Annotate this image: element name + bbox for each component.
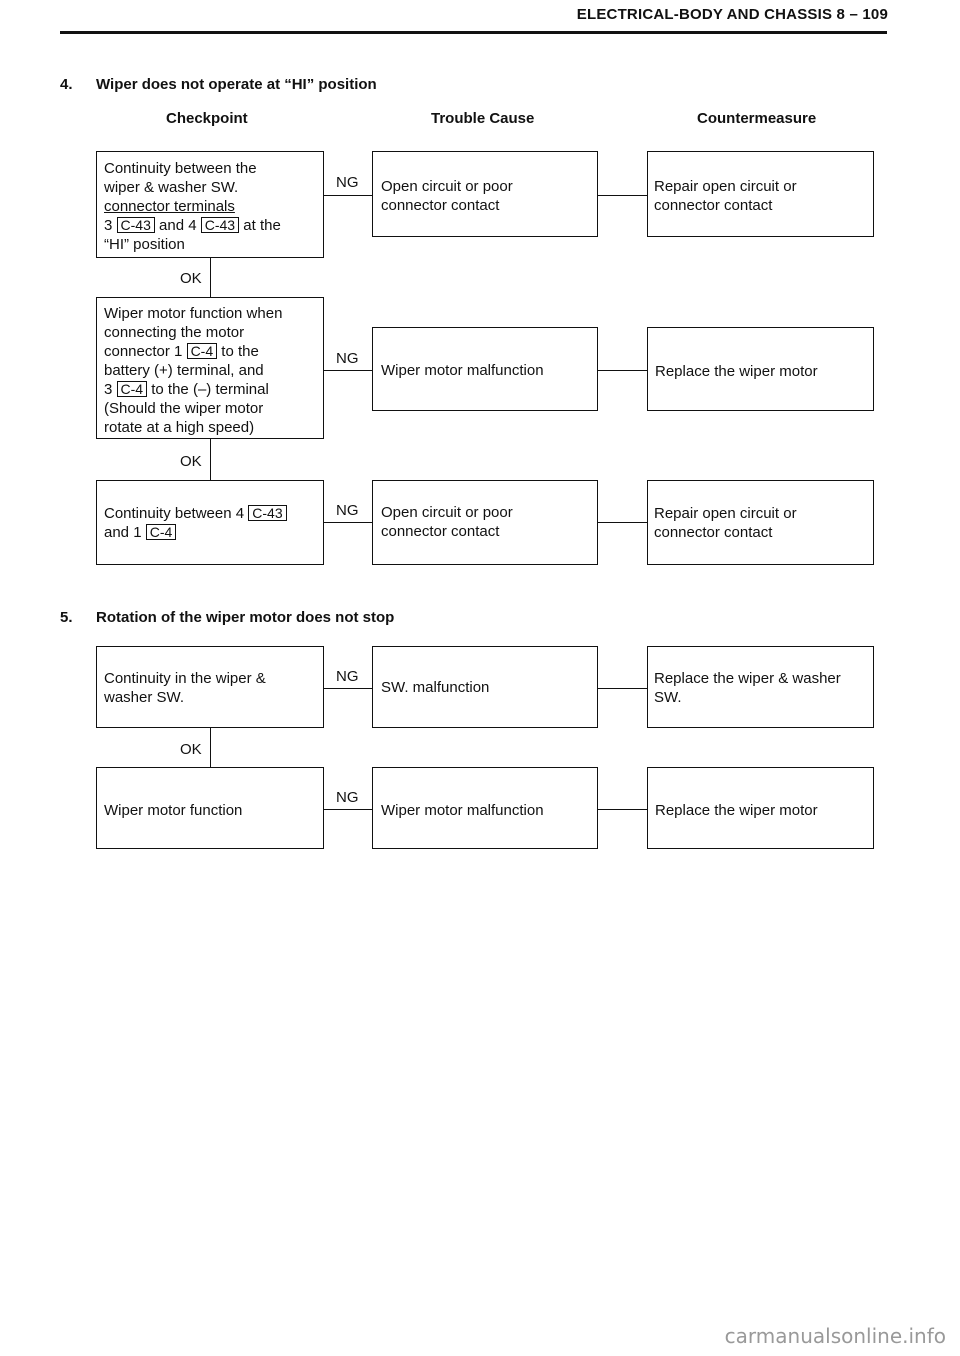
ok-label: OK [180, 741, 202, 758]
section-5-number: 5. [60, 609, 73, 626]
countermeasure-text: Replace the wiper & washer SW. [654, 670, 841, 706]
countermeasure-text: Replace the wiper motor [655, 802, 818, 819]
connector-line [598, 522, 648, 523]
connector-label: C-4 [146, 524, 177, 540]
checkpoint-text: Wiper motor function [104, 802, 243, 819]
header-rule [60, 31, 887, 34]
connector-label: C-43 [248, 505, 286, 521]
cause-text: Wiper motor malfunction [381, 802, 544, 819]
section-4-heading: Wiper does not operate at “HI” position [96, 76, 377, 93]
column-checkpoint: Checkpoint [166, 110, 248, 127]
connector-label: C-4 [117, 381, 148, 397]
connector-line [598, 809, 648, 810]
cause-text: Wiper motor malfunction [381, 362, 544, 379]
connector-line [598, 370, 648, 371]
page-header: ELECTRICAL-BODY AND CHASSIS 8 – 109 [576, 6, 888, 23]
countermeasure-text: Repair open circuit or connector contact [654, 505, 797, 541]
countermeasure-text: Replace the wiper motor [655, 363, 818, 380]
ok-label: OK [180, 453, 202, 470]
connector-label: C-43 [117, 217, 155, 233]
cause-text: Open circuit or poor connector contact [381, 178, 513, 214]
connector-line [598, 688, 648, 689]
connector-label: C-4 [187, 343, 218, 359]
ng-connector-line [324, 370, 373, 371]
section-5-heading: Rotation of the wiper motor does not stop [96, 609, 395, 626]
cause-text: Open circuit or poor connector contact [381, 504, 513, 540]
ok-flow-line [210, 258, 211, 298]
ng-label: NG [336, 174, 359, 191]
ng-label: NG [336, 502, 359, 519]
ok-label: OK [180, 270, 202, 287]
ok-flow-line [210, 439, 211, 481]
ng-label: NG [336, 350, 359, 367]
watermark: carmanualsonline.info [724, 1324, 946, 1348]
checkpoint-text: Continuity between 4 C-43 and 1 C-4 [104, 504, 287, 542]
countermeasure-text: Repair open circuit or connector contact [654, 178, 797, 214]
checkpoint-text: Continuity in the wiper & washer SW. [104, 670, 266, 706]
cause-text: SW. malfunction [381, 679, 490, 696]
section-5-title [60, 609, 394, 626]
ng-connector-line [324, 688, 373, 689]
column-countermeasure: Countermeasure [697, 110, 817, 127]
ng-label: NG [336, 789, 359, 806]
ng-connector-line [324, 522, 373, 523]
section-4-title [60, 76, 377, 93]
column-trouble-cause: Trouble Cause [431, 110, 535, 127]
ng-connector-line [324, 195, 373, 196]
ng-connector-line [324, 809, 373, 810]
ok-flow-line [210, 728, 211, 768]
checkpoint-text: Wiper motor function when connecting the motor connector 1 C-4 to the battery (+) terminal, and 3 C-4 to the (–) terminal (Should the wiper motor rotate at a high speed) [104, 305, 283, 436]
connector-label: C-43 [201, 217, 239, 233]
section-4-number: 4. [60, 76, 73, 93]
checkpoint-text: Continuity between the wiper & washer SW. connector terminals 3 C-43 and 4 C-43 at the “HI” position [104, 160, 281, 253]
ng-label: NG [336, 668, 359, 685]
connector-line [598, 195, 648, 196]
